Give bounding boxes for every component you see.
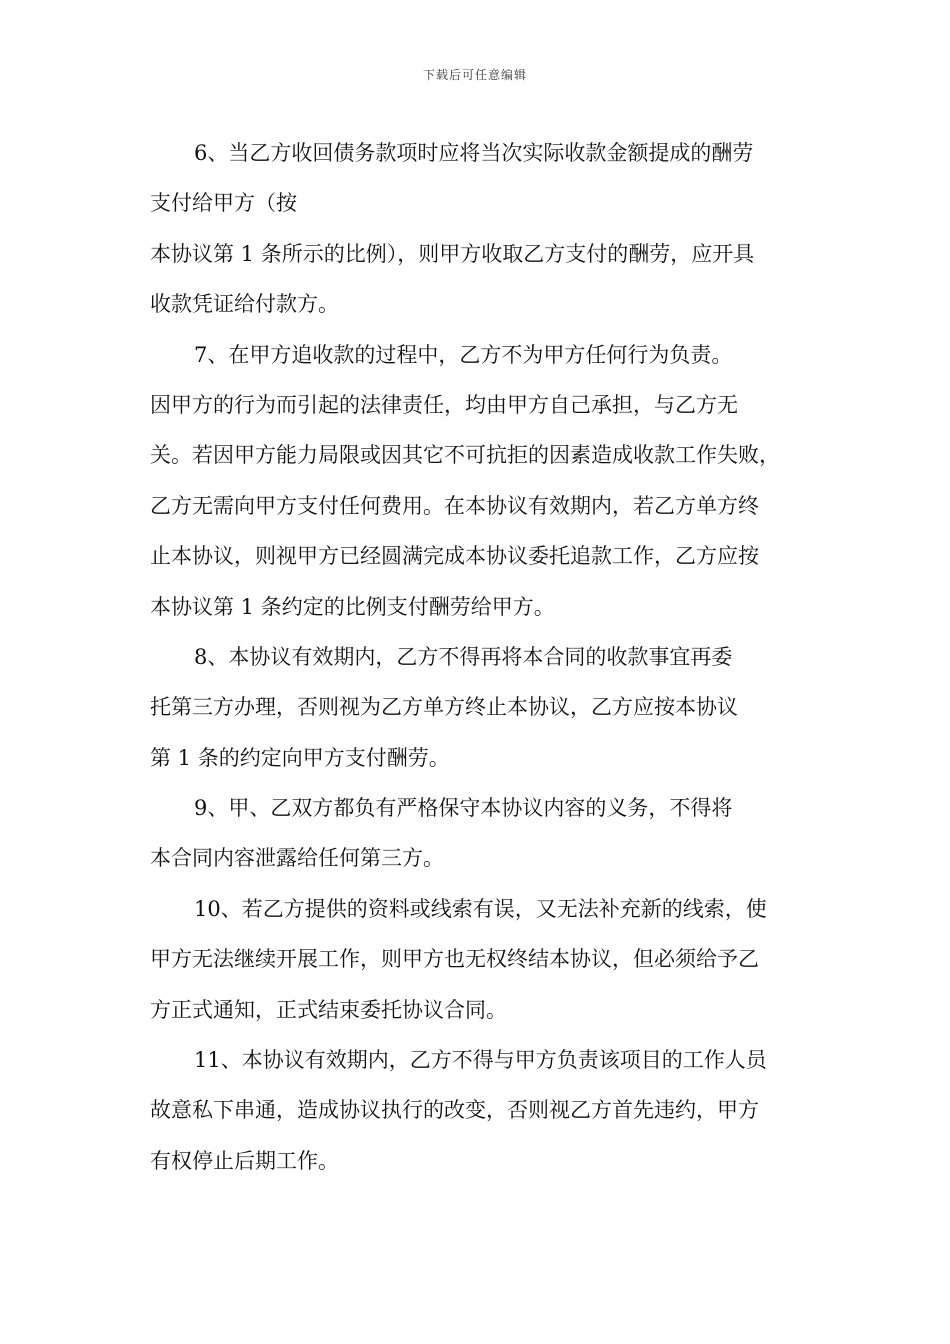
clause-line: 乙方无需向甲方支付任何费用。在本协议有效期内，若乙方单方终 — [150, 493, 759, 518]
clause-line: 有权停止后期工作。 — [150, 1148, 339, 1173]
clause-line: 甲方无法继续开展工作，则甲方也无权终结本协议，但必须给予乙 — [150, 947, 759, 972]
clause-line: 收款凭证给付款方。 — [150, 292, 339, 317]
clause-line: 止本协议，则视甲方已经圆满完成本协议委托追款工作，乙方应按 — [150, 544, 759, 569]
clause-line: 本协议第 1 条约定的比例支付酬劳给甲方。 — [150, 594, 555, 619]
clause-line: 支付给甲方（按 — [150, 191, 297, 216]
clause-first-line: 6、当乙方收回债务款项时应将当次实际收款金额提成的酬劳 — [194, 141, 754, 165]
clause-line: 因甲方的行为而引起的法律责任，均由甲方自己承担，与乙方无 — [150, 392, 738, 417]
clause-line: 故意私下串通，造成协议执行的改变，否则视乙方首先违约，甲方 — [150, 1098, 759, 1123]
document-body — [150, 128, 806, 1186]
clause-line: 本协议第 1 条所示的比例），则甲方收取乙方支付的酬劳，应开具 — [150, 241, 755, 266]
clause-line: 方正式通知，正式结束委托协议合同。 — [150, 997, 507, 1022]
clause-line: 本合同内容泄露给任何第三方。 — [150, 846, 444, 871]
page-header: 下载后可任意编辑 — [422, 68, 527, 82]
clause-first-line: 9、甲、乙双方都负有严格保守本协议内容的义务，不得将 — [194, 796, 733, 821]
clause-line: 托第三方办理，否则视为乙方单方终止本协议，乙方应按本协议 — [150, 695, 738, 720]
clause-first-line: 11、本协议有效期内，乙方不得与甲方负责该项目的工作人员 — [194, 1048, 767, 1073]
clause-first-line: 8、本协议有效期内，乙方不得再将本合同的收款事宜再委 — [194, 644, 733, 669]
clause-first-line: 10、若乙方提供的资料或线索有误，又无法补充新的线索，使 — [194, 896, 767, 921]
clause-line: 第 1 条的约定向甲方支付酬劳。 — [150, 745, 450, 770]
clause-first-line: 7、在甲方追收款的过程中，乙方不为甲方任何行为负责。 — [194, 342, 733, 367]
clause-line: 关。若因甲方能力局限或因其它不可抗拒的因素造成收款工作失败， — [150, 443, 780, 468]
